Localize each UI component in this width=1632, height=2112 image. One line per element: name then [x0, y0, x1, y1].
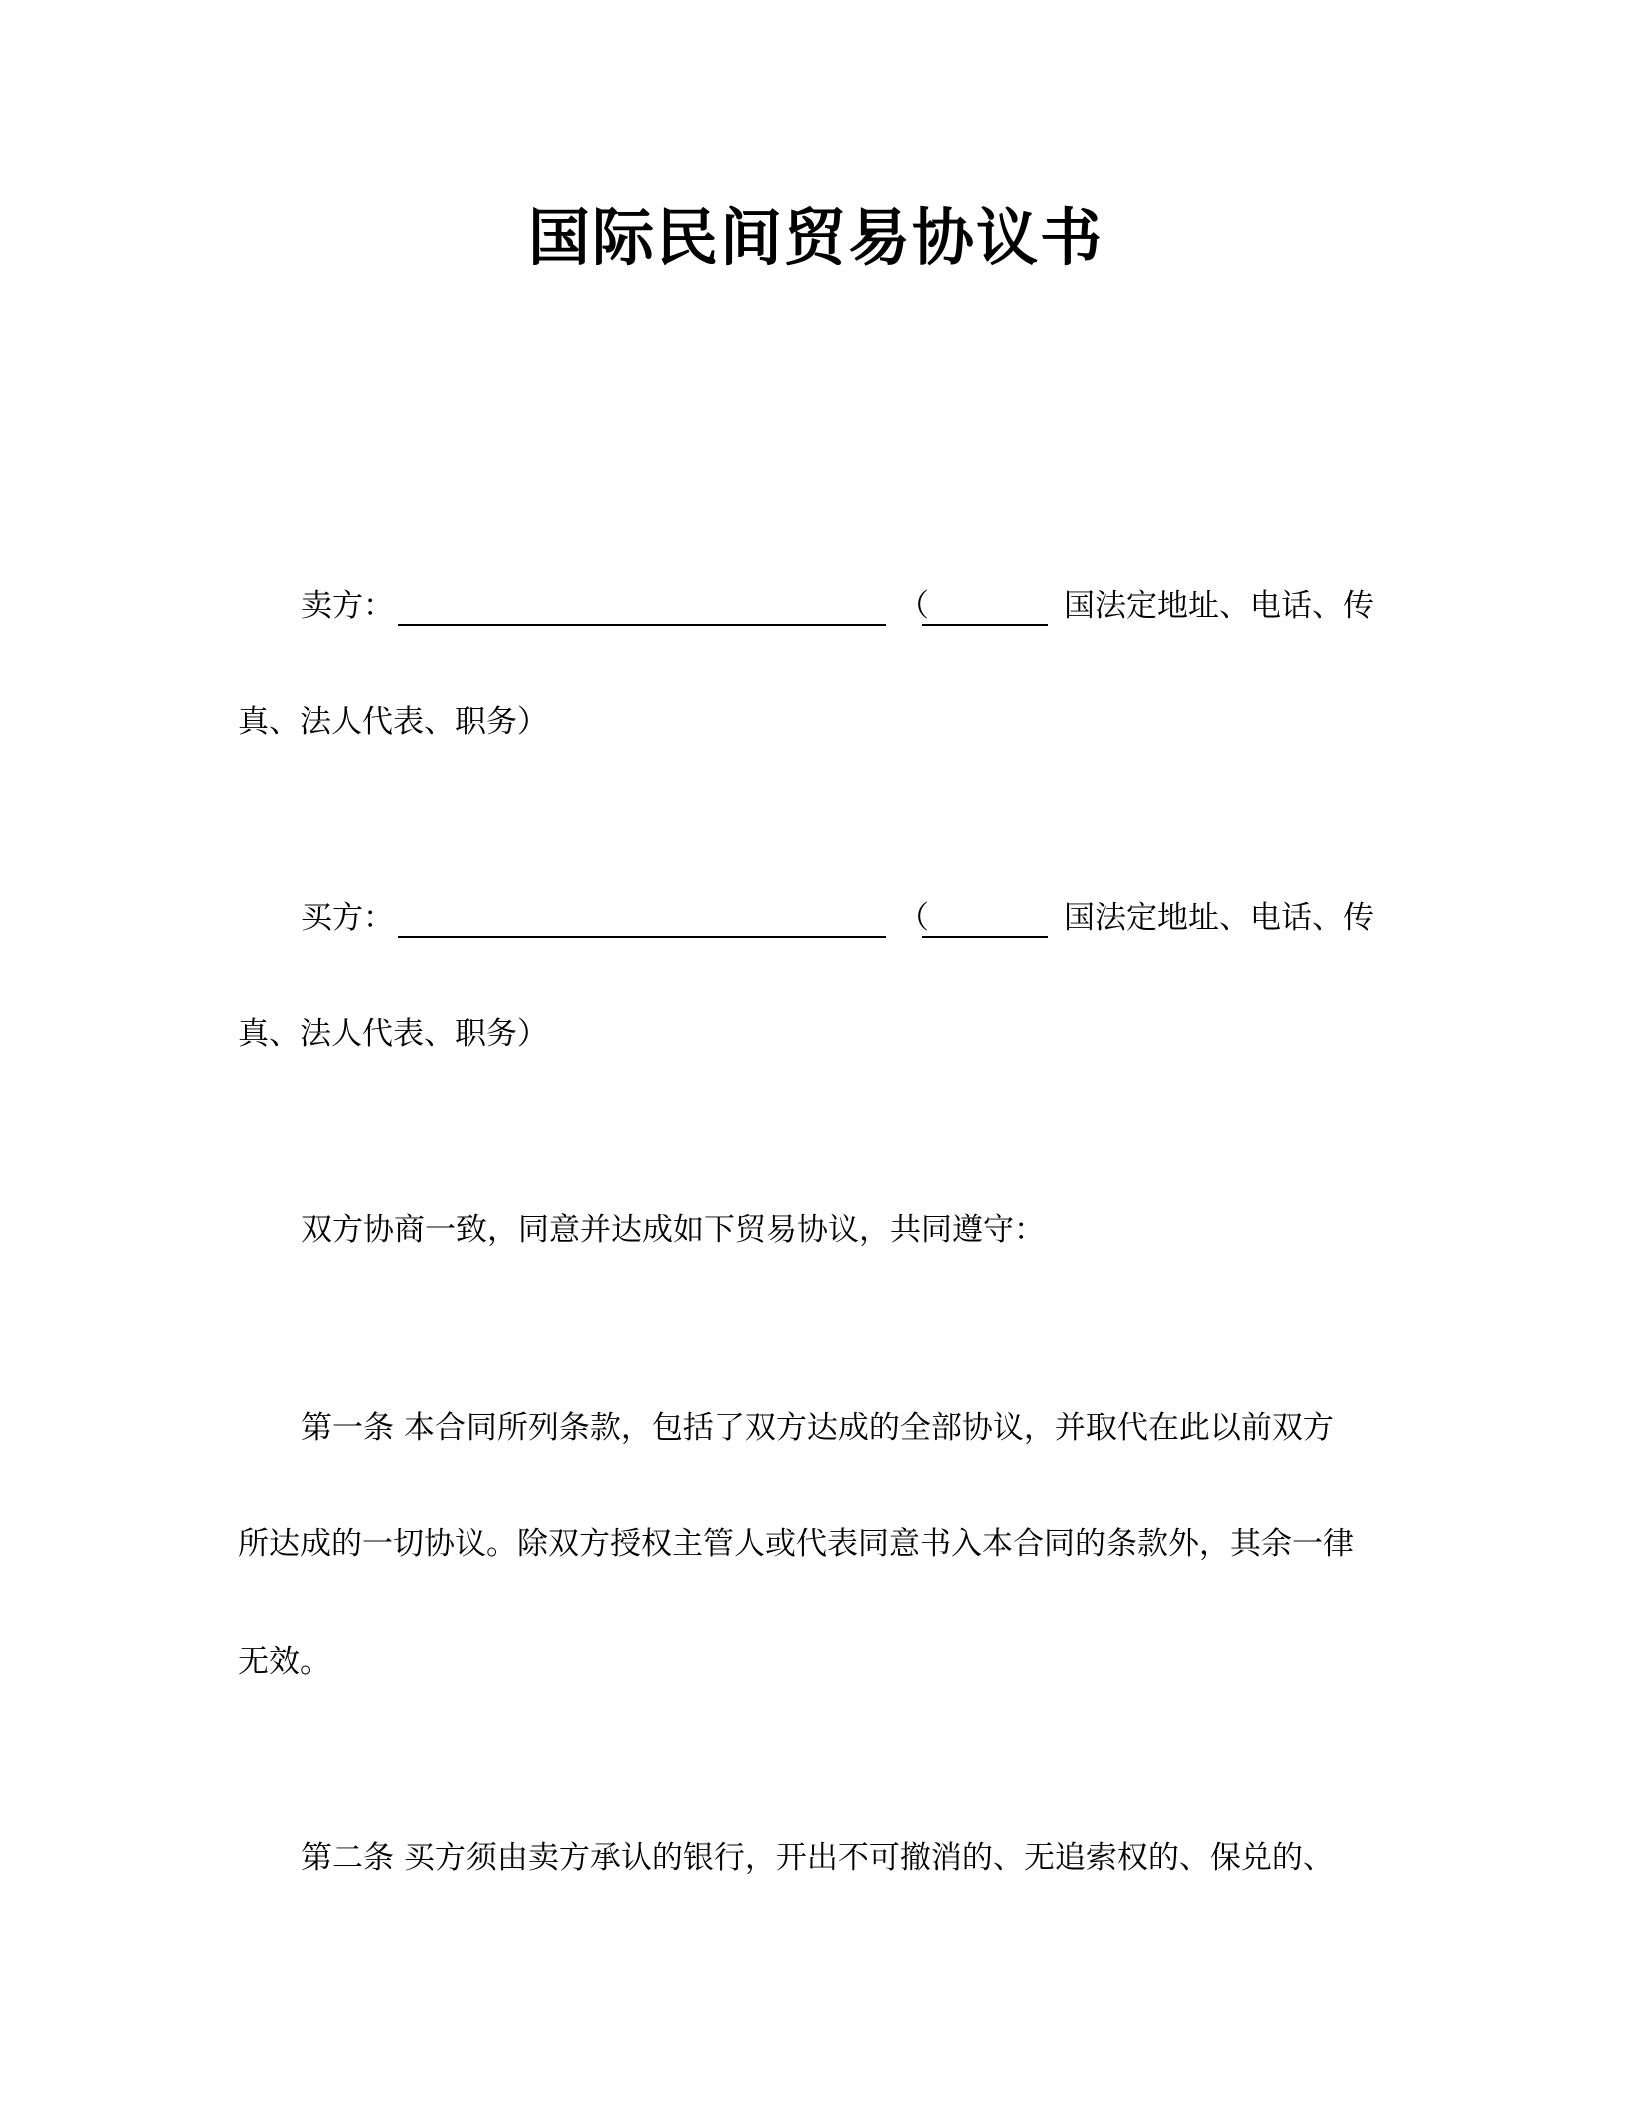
buyer-name-blank	[398, 936, 886, 938]
intro-paragraph: 双方协商一致，同意并达成如下贸易协议，共同遵守：	[301, 1212, 1045, 1248]
document-title: 国际民间贸易协议书	[527, 201, 1104, 274]
article2-line1: 第二条 买方须由卖方承认的银行，开出不可撤消的、无追索权的、保兑的、	[301, 1840, 1334, 1876]
seller-line1-rest: 国法定地址、电话、传	[1064, 588, 1374, 624]
seller-name-blank	[398, 624, 886, 626]
buyer-line1-rest: 国法定地址、电话、传	[1064, 900, 1374, 936]
seller-line2: 真、法人代表、职务）	[238, 704, 548, 740]
seller-country-blank	[922, 624, 1048, 626]
seller-paren-open: （	[898, 588, 929, 624]
buyer-label: 买方：	[301, 900, 394, 936]
buyer-country-blank	[922, 936, 1048, 938]
article1-line1: 第一条 本合同所列条款，包括了双方达成的全部协议，并取代在此以前双方	[301, 1410, 1334, 1446]
buyer-line2: 真、法人代表、职务）	[238, 1016, 548, 1052]
seller-label: 卖方：	[301, 588, 394, 624]
article1-line2: 所达成的一切协议。除双方授权主管人或代表同意书入本合同的条款外，其余一律	[238, 1526, 1354, 1562]
buyer-paren-open: （	[898, 900, 929, 936]
article1-line3: 无效。	[238, 1644, 331, 1680]
